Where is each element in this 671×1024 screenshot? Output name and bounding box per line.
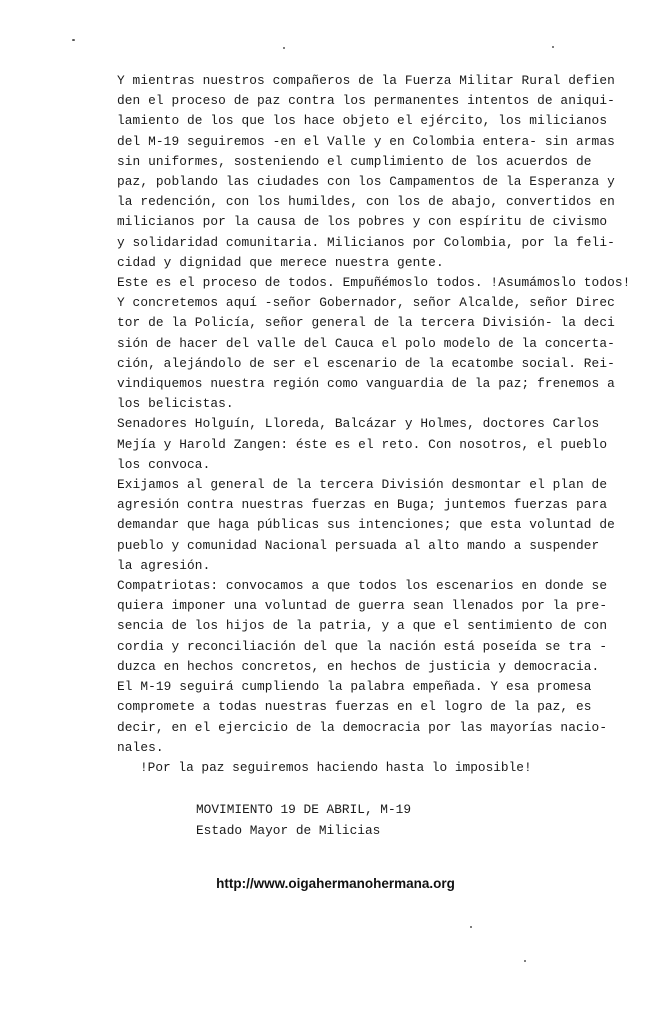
body-line: y solidaridad comunitaria. Milicianos por Colombia, por la feli- <box>117 234 615 250</box>
body-line: la agresión. <box>117 557 211 573</box>
body-line: Exijamos al general de la tercera División desmontar el plan de <box>117 477 608 493</box>
body-line: Senadores Holguín, Lloreda, Balcázar y Holmes, doctores Carlos <box>117 416 600 432</box>
body-line: sin uniformes, sosteniendo el cumplimiento de los acuerdos de <box>117 153 592 169</box>
body-line: cidad y dignidad que merece nuestra gente. <box>117 254 444 270</box>
body-line: agresión contra nuestras fuerzas en Buga; juntemos fuerzas para <box>117 497 608 513</box>
body-line: sión de hacer del valle del Cauca el polo modelo de la concerta- <box>117 335 615 351</box>
body-line: ción, alejándolo de ser el escenario de la ecatombe social. Rei- <box>117 355 615 371</box>
body-line: la redención, con los humildes, con los de abajo, convertidos en <box>117 194 615 210</box>
body-line: cordia y reconciliación del que la nación está poseída se tra - <box>117 638 608 654</box>
body-line: los belicistas. <box>117 396 234 412</box>
document-body <box>117 71 637 758</box>
signature-block <box>196 800 411 841</box>
body-line: paz, poblando las ciudades con los Campamentos de la Esperanza y <box>117 174 615 190</box>
body-line: tor de la Policía, señor general de la tercera División- la deci <box>117 315 615 331</box>
signature-department: Estado Mayor de Milicias <box>196 822 381 838</box>
body-line: El M-19 seguirá cumpliendo la palabra empeñada. Y esa promesa <box>117 679 592 695</box>
scan-speck <box>552 46 554 48</box>
body-line: Y concretemos aquí -señor Gobernador, señor Alcalde, señor Direc <box>117 295 615 311</box>
signature-organization: MOVIMIENTO 19 DE ABRIL, M-19 <box>196 802 412 817</box>
body-line: Este es el proceso de todos. Empuñémoslo todos. !Asumámoslo todos! <box>117 275 631 291</box>
body-line: sencia de los hijos de la patria, y a que el sentimiento de con <box>117 618 608 634</box>
body-line: demandar que haga públicas sus intenciones; que esta voluntad de <box>117 517 615 533</box>
body-line: vindiquemos nuestra región como vanguardia de la paz; frenemos a <box>117 376 615 392</box>
body-line: decir, en el ejercicio de la democracia por las mayorías nacio- <box>117 719 608 735</box>
body-line: milicianos por la causa de los pobres y con espíritu de civismo <box>117 214 608 230</box>
body-line: duzca en hechos concretos, en hechos de justicia y democracia. <box>117 658 600 674</box>
body-line: Compatriotas: convocamos a que todos los escenarios en donde se <box>117 578 608 594</box>
body-line: nales. <box>117 739 164 755</box>
scan-speck <box>283 47 285 49</box>
body-line: quiera imponer una voluntad de guerra sean llenados por la pre- <box>117 598 608 614</box>
body-line: den el proceso de paz contra los permanentes intentos de aniqui- <box>117 93 615 109</box>
closing-statement: !Por la paz seguiremos haciendo hasta lo imposible! <box>140 760 532 775</box>
body-line: los convoca. <box>117 456 211 472</box>
scan-speck <box>72 39 75 41</box>
body-line: compromete a todas nuestras fuerzas en el logro de la paz, es <box>117 699 592 715</box>
source-url-link[interactable]: http://www.oigahermanohermana.org <box>216 876 455 891</box>
scan-speck <box>524 960 526 962</box>
body-line: Y mientras nuestros compañeros de la Fuerza Militar Rural defien <box>117 73 615 88</box>
scan-speck <box>470 926 472 928</box>
body-line: del M-19 seguiremos -en el Valle y en Colombia entera- sin armas <box>117 133 615 149</box>
body-line: pueblo y comunidad Nacional persuada al alto mando a suspender <box>117 537 600 553</box>
body-line: lamiento de los que los hace objeto el ejército, los milicianos <box>117 113 608 129</box>
body-line: Mejía y Harold Zangen: éste es el reto. Con nosotros, el pueblo <box>117 436 608 452</box>
